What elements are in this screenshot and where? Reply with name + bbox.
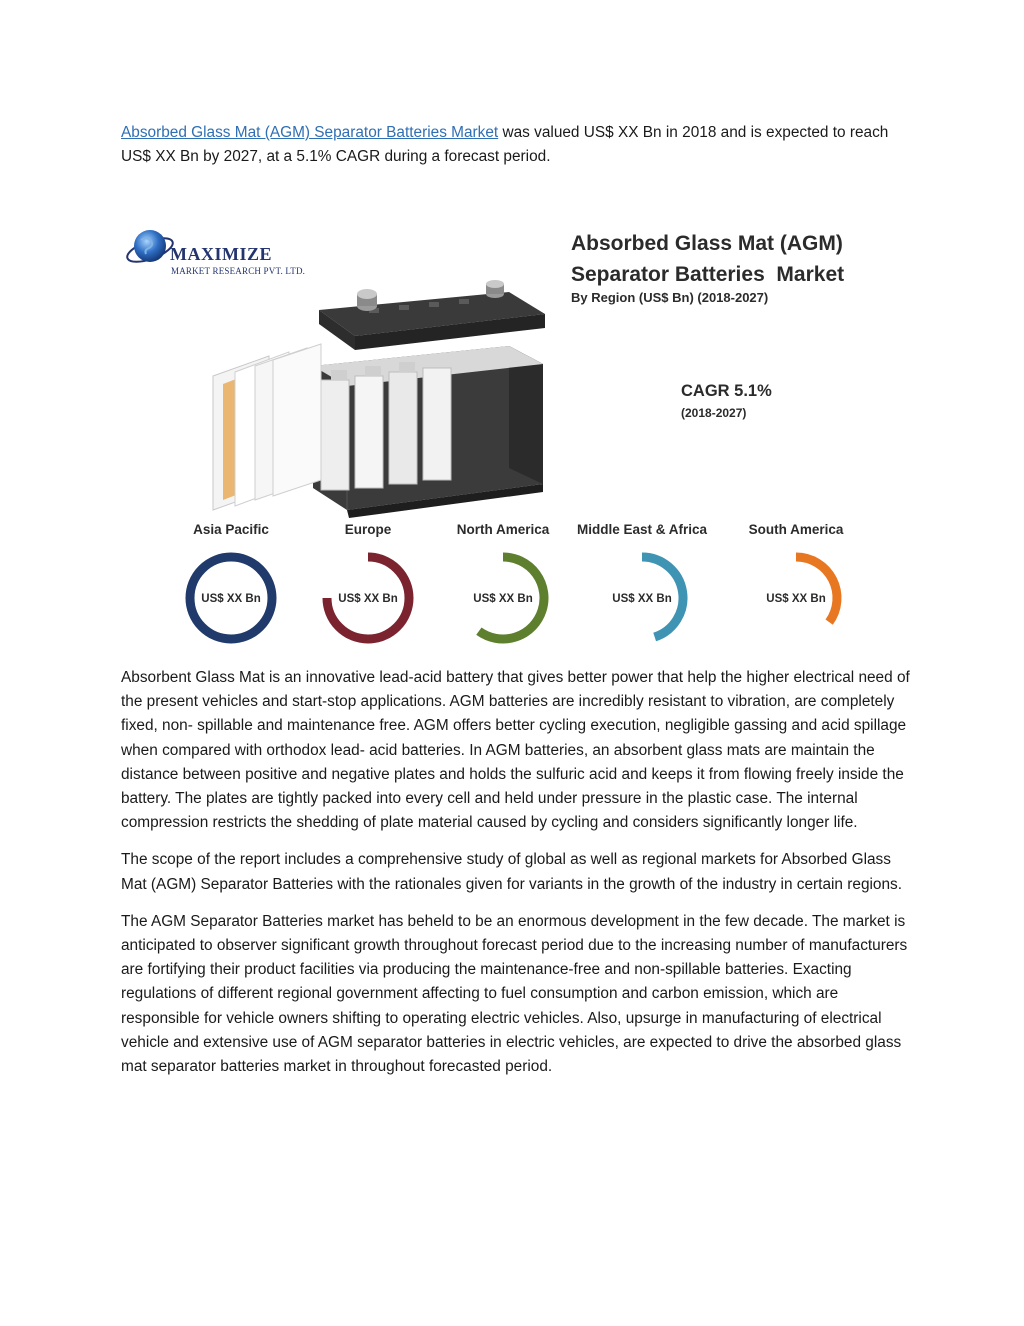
cagr-value: CAGR 5.1% — [681, 382, 772, 400]
cagr-period: (2018-2027) — [681, 406, 747, 420]
region-name: Middle East & Africa — [576, 522, 708, 537]
globe-icon — [125, 224, 175, 274]
region-card — [433, 520, 573, 645]
region-value: US$ XX Bn — [612, 593, 672, 605]
body-paragraph: The AGM Separator Batteries market has beheld to be an enormous development in the few decade. The market is anticipated to observer significant growth throughout forecast period due to the increasing number of manufacturers are fortifying their product facilities via producing the maintenance-free and non-spillable batteries. Exacting regulations of different regional government affecting to fuel consumption and carbon emission, which are responsible for vehicle owners shifting to operating electric vehicles. Also, upsurge in manufacturing of electrical vehicle and extensive use of AGM separator batteries in electric vehicles, are expected to drive the absorbed glass mat separator batteries market in throughout forecasted period. — [121, 912, 908, 1076]
region-value: US$ XX Bn — [201, 593, 261, 605]
battery-lid — [319, 292, 545, 350]
brand-subtitle: MARKET RESEARCH PVT. LTD. — [171, 266, 306, 276]
region-card — [161, 520, 301, 645]
region-name: North America — [456, 522, 550, 537]
body-paragraph: Absorbent Glass Mat is an innovative lead-acid battery that gives better power that help the higher electrical need of the present vehicles and start-stop applications. AGM batteries are incredibly resistant to vibration, are completely fixed, non- spillable and maintenance free. AGM offers better cycling execution, negligible gassing and acid spillage when compared with orthodox lead- acid batteries. In AGM batteries, an absorbent glass mats are maintain the distance between positive and negative plates and holds the sulfuric acid and keeps it from flowing freely inside the battery. The plates are tightly packed into every cell and held under pressure in the plastic case. The internal compression restricts the shedding of plate material caused by cycling and considers significantly longer life. — [121, 669, 910, 832]
region-ring — [183, 550, 279, 646]
body-paragraph: The scope of the report includes a comprehensive study of global as well as regional markets for Absorbed Glass Mat (AGM) Separator Batteries with the rationales given for variants in the growth of the industry in certain regions. — [121, 851, 903, 893]
brand-name: MAXIMIZE — [170, 244, 272, 264]
region-ring — [455, 550, 551, 646]
region-ring — [320, 550, 416, 646]
region-name: South America — [748, 522, 844, 537]
region-card — [298, 520, 438, 645]
intro-text: was valued US$ XX Bn in 2018 and is expected to reach US$ XX Bn by 2027, at a 5.1% CAGR during a forecast period. — [121, 124, 889, 165]
region-card — [726, 520, 866, 645]
infographic-title — [571, 228, 901, 290]
region-name: Europe — [344, 522, 392, 537]
region-value: US$ XX Bn — [766, 593, 826, 605]
region-ring — [748, 550, 844, 646]
region-card — [572, 520, 712, 645]
report-link[interactable]: Absorbed Glass Mat (AGM) Separator Batteries Market — [121, 124, 499, 141]
region-ring-arc — [796, 557, 837, 622]
agm-battery-cutaway-icon — [209, 248, 549, 518]
region-value: US$ XX Bn — [338, 593, 398, 605]
infographic-title-line1: Absorbed Glass Mat (AGM) — [571, 232, 843, 255]
region-ring — [594, 550, 690, 646]
infographic-subtitle: By Region (US$ Bn) (2018-2027) — [571, 290, 769, 305]
infographic-title-line2: Separator Batteries Market — [571, 263, 845, 286]
separator-plates — [213, 344, 321, 510]
body-text — [121, 666, 911, 1092]
market-infographic — [121, 208, 903, 648]
region-name: Asia Pacific — [193, 522, 269, 537]
region-value: US$ XX Bn — [473, 593, 533, 605]
intro-paragraph — [121, 121, 911, 169]
